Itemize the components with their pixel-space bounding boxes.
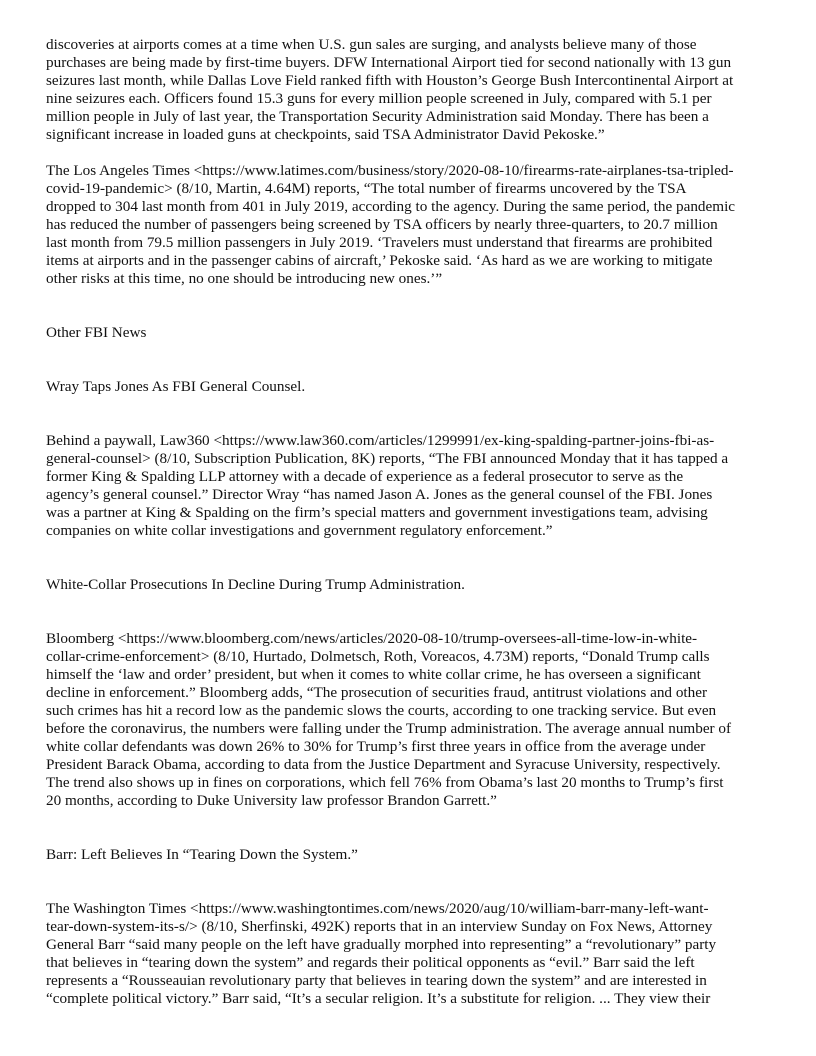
- headline-white-collar: White-Collar Prosecutions In Decline During Trump Administration.: [46, 576, 465, 593]
- paragraph-washington-times: The Washington Times <https://www.washingtontimes.com/news/2020/aug/10/william-barr-many-left-want- tear-down-system-its-s/> (8/10, Sherfinski, 492K) reports that in an interview Sunday on Fox News, Attorney General Barr “said many people on the left have gradually morphed into representing” a “revolutionary” party that believes in “tearing down the system” and regards their political opponents as “evil.” Barr said the left represents a “Rousseauian revolutionary party that believes in tearing down the system” and are interested in “complete political victory.” Barr said, “It’s a secular religion. It’s a substitute for religion. ... They view their: [46, 900, 717, 1007]
- paragraph-spacer: [46, 396, 776, 432]
- paragraph-spacer: [46, 288, 776, 324]
- paragraph-spacer: [46, 864, 776, 900]
- headline-barr: Barr: Left Believes In “Tearing Down the System.”: [46, 846, 358, 863]
- headline-wray-jones: Wray Taps Jones As FBI General Counsel.: [46, 378, 306, 395]
- paragraph-spacer: [46, 540, 776, 576]
- paragraph-spacer: [46, 144, 776, 162]
- paragraph-bloomberg: Bloomberg <https://www.bloomberg.com/news/articles/2020-08-10/trump-oversees-all-time-low-in-white- collar-crime-enforcement> (8/10, Hurtado, Dolmetsch, Roth, Voreacos, 4.73M) reports, “Donald Trump calls himself the ‘law and order’ president, but when it comes to white collar crime, he has overseen a significant decline in enforcement.” Bloomberg adds, “The prosecution of securities fraud, antitrust violations and other such crimes has hit a record low as the pandemic slows the courts, according to one tracking service. But even before the coronavirus, the numbers were falling under the Trump administration. The average annual number of white collar defendants was down 26% to 30% for Trump’s first three years in office from the average under President Barack Obama, according to data from the Justice Department and Syracuse University, respectively. The trend also shows up in fines on corporations, which fell 76% from Obama’s last 20 months to Trump’s first 20 months, according to Duke University law professor Brandon Garrett.”: [46, 630, 732, 809]
- document-page: [46, 36, 776, 1008]
- paragraph-tsa-gun-seizures: discoveries at airports comes at a time when U.S. gun sales are surging, and analysts believe many of those purchases are being made by first-time buyers. DFW International Airport tied for second nationally with 13 gun seizures last month, while Dallas Love Field ranked fifth with Houston’s George Bush Intercontinental Airport at nine seizures each. Officers found 15.3 guns for every million people screened in July, compared with 5.1 per million people in July of last year, the Transportation Security Administration said Monday. There has been a significant increase in loaded guns at checkpoints, said TSA Administrator David Pekoske.”: [46, 36, 734, 143]
- paragraph-spacer: [46, 810, 776, 846]
- paragraph-law360: Behind a paywall, Law360 <https://www.law360.com/articles/1299991/ex-king-spalding-partner-joins-fbi-as- general-counsel> (8/10, Subscription Publication, 8K) reports, “The FBI announced Monday that it has tapped a former King & Spalding LLP attorney with a decade of experience as a federal prosecutor to serve as the agency’s general counsel.” Director Wray “has named Jason A. Jones as the general counsel of the FBI. Jones was a partner at King & Spalding on the firm’s special matters and government investigations team, advising companies on white collar investigations and government regulatory enforcement.”: [46, 432, 729, 539]
- paragraph-spacer: [46, 594, 776, 630]
- paragraph-la-times: The Los Angeles Times <https://www.latimes.com/business/story/2020-08-10/firearms-rate-airplanes-tsa-tripled- covid-19-pandemic> (8/10, Martin, 4.64M) reports, “The total number of firearms uncovered by the TSA dropped to 304 last month from 401 in July 2019, according to the agency. During the same period, the pandemic has reduced the number of passengers being screened by TSA officers by nearly three-quarters, to 20.7 million last month from 79.5 million passengers in July 2019. ‘Travelers must understand that firearms are prohibited items at airports and in the passenger cabins of aircraft,’ Pekoske said. ‘As hard as we are working to mitigate other risks at this time, no one should be introducing new ones.’”: [46, 162, 736, 287]
- section-heading: Other FBI News: [46, 324, 147, 341]
- paragraph-spacer: [46, 342, 776, 378]
